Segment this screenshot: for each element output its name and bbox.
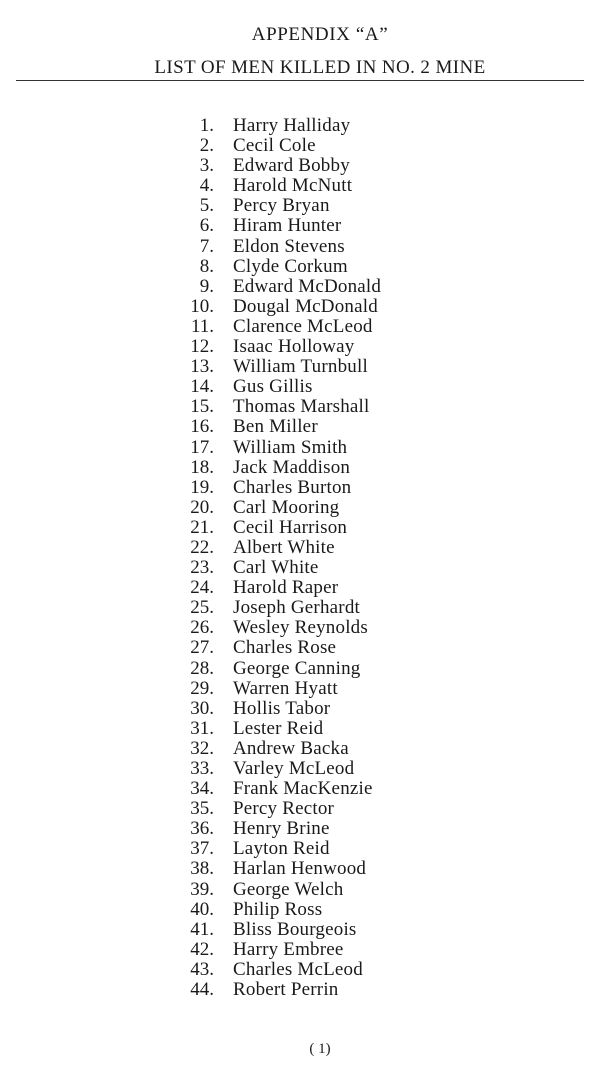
entry-name: Carl Mooring (233, 496, 340, 518)
entry-name: Harlan Henwood (233, 858, 367, 880)
entry-name: Charles McLeod (233, 958, 363, 980)
entry-number: 40. (190, 898, 214, 920)
entry-name: Philip Ross (233, 898, 323, 920)
entry-name: Harold McNutt (233, 175, 353, 197)
title-underline-rule (16, 80, 584, 81)
entry-number: 1. (199, 115, 214, 136)
list-item (170, 417, 381, 437)
list-item (170, 196, 381, 216)
list-item (170, 397, 381, 417)
appendix-heading: APPENDIX “A” (251, 24, 389, 45)
entry-number: 39. (190, 878, 214, 900)
entry-number: 15. (190, 396, 214, 418)
entry-number: 4. (199, 175, 214, 197)
entry-name: Wesley Reynolds (233, 617, 368, 639)
entry-number: 12. (190, 336, 214, 358)
list-item (170, 377, 381, 397)
entry-number: 26. (190, 617, 214, 639)
list-item (170, 859, 381, 879)
list-title: LIST OF MEN KILLED IN NO. 2 MINE (154, 57, 486, 78)
entry-number: 21. (190, 516, 214, 538)
list-item (170, 799, 381, 819)
list-item (170, 478, 381, 498)
list-item (170, 116, 381, 136)
entry-number: 30. (190, 697, 214, 719)
list-item (170, 719, 381, 739)
entry-number: 44. (190, 979, 214, 1001)
entry-number: 10. (190, 295, 214, 317)
page-number: ( 1) (309, 1041, 331, 1057)
entry-name: Hollis Tabor (233, 697, 331, 719)
entry-name: Harry Embree (233, 938, 344, 960)
entry-number: 25. (190, 597, 214, 619)
list-item (170, 317, 381, 337)
list-item (170, 136, 381, 156)
entry-name: Bliss Bourgeois (233, 918, 357, 940)
entry-number: 32. (190, 737, 214, 759)
entry-number: 7. (199, 235, 214, 257)
list-item (170, 618, 381, 638)
list-item (170, 699, 381, 719)
list-item (170, 237, 381, 257)
entry-name: Harry Halliday (233, 115, 351, 136)
list-item (170, 538, 381, 558)
list-item (170, 156, 381, 176)
entry-number: 29. (190, 677, 214, 699)
entry-name: William Smith (233, 436, 348, 458)
entry-number: 33. (190, 758, 214, 779)
entry-name: Dougal McDonald (233, 295, 378, 317)
entry-number: 41. (190, 918, 214, 940)
entry-name: Charles Burton (233, 476, 352, 498)
entry-name: Jack Maddison (233, 456, 351, 478)
entry-name: Henry Brine (233, 818, 330, 840)
entry-name: Edward McDonald (233, 275, 382, 297)
entry-name: Layton Reid (233, 838, 330, 860)
entry-number: 14. (190, 376, 214, 398)
entry-number: 9. (199, 275, 214, 297)
entry-name: George Canning (233, 657, 361, 679)
list-item (170, 337, 381, 357)
list-item (170, 458, 381, 478)
list-item (170, 679, 381, 699)
list-item (170, 297, 381, 317)
entry-number: 42. (190, 938, 214, 960)
names-list (170, 116, 381, 1000)
list-item (170, 558, 381, 578)
entry-name: Hiram Hunter (233, 215, 342, 237)
entry-name: Warren Hyatt (233, 677, 338, 699)
entry-number: 24. (190, 577, 214, 599)
list-item (170, 839, 381, 859)
entry-number: 13. (190, 356, 214, 378)
list-item (170, 257, 381, 277)
entry-number: 34. (190, 778, 214, 800)
list-item (170, 438, 381, 458)
entry-number: 3. (199, 155, 214, 177)
list-item (170, 659, 381, 679)
entry-name: Varley McLeod (233, 758, 355, 779)
list-item (170, 900, 381, 920)
entry-number: 5. (199, 195, 214, 217)
entry-number: 2. (199, 135, 214, 157)
entry-number: 6. (199, 215, 214, 237)
list-item (170, 960, 381, 980)
entry-name: Frank MacKenzie (233, 778, 373, 800)
entry-name: Carl White (233, 557, 319, 579)
entry-number: 38. (190, 858, 214, 880)
entry-name: Albert White (233, 536, 335, 558)
entry-name: Thomas Marshall (233, 396, 370, 418)
list-item (170, 638, 381, 658)
list-item (170, 980, 381, 1000)
list-item (170, 498, 381, 518)
entry-name: Clarence McLeod (233, 315, 373, 337)
entry-number: 11. (190, 315, 214, 337)
entry-name: Robert Perrin (233, 979, 339, 1001)
entry-number: 18. (190, 456, 214, 478)
list-item (170, 739, 381, 759)
entry-name: Andrew Backa (233, 737, 349, 759)
entry-name: Eldon Stevens (233, 235, 345, 257)
list-item (170, 920, 381, 940)
entry-number: 31. (190, 717, 214, 739)
entry-number: 19. (190, 476, 214, 498)
entry-name: Ben Miller (233, 416, 318, 438)
entry-number: 22. (190, 536, 214, 558)
entry-number: 8. (199, 255, 214, 277)
list-item (170, 176, 381, 196)
entry-name: Clyde Corkum (233, 255, 348, 277)
list-item (170, 518, 381, 538)
entry-number: 23. (190, 557, 214, 579)
entry-number: 28. (190, 657, 214, 679)
list-item (170, 277, 381, 297)
list-item (170, 598, 381, 618)
entry-number: 16. (190, 416, 214, 438)
entry-number: 17. (190, 436, 214, 458)
list-item (170, 357, 381, 377)
entry-name: Joseph Gerhardt (233, 597, 360, 619)
entry-name: Harold Raper (233, 577, 339, 599)
entry-name: Gus Gillis (233, 376, 313, 398)
entry-name: Edward Bobby (233, 155, 350, 177)
list-item (170, 779, 381, 799)
entry-number: 37. (190, 838, 214, 860)
entry-name: Isaac Holloway (233, 336, 355, 358)
entry-number: 27. (190, 637, 214, 659)
entry-name: Percy Bryan (233, 195, 330, 217)
list-item (170, 216, 381, 236)
list-item (170, 759, 381, 779)
list-item (170, 880, 381, 900)
list-item (170, 819, 381, 839)
entry-name: William Turnbull (233, 356, 368, 378)
entry-name: George Welch (233, 878, 344, 900)
entry-number: 35. (190, 798, 214, 820)
entry-number: 20. (190, 496, 214, 518)
entry-number: 43. (190, 958, 214, 980)
entry-name: Lester Reid (233, 717, 324, 739)
entry-name: Cecil Cole (233, 135, 316, 157)
entry-name: Percy Rector (233, 798, 335, 820)
list-item (170, 578, 381, 598)
entry-name: Cecil Harrison (233, 516, 348, 538)
entry-number: 36. (190, 818, 214, 840)
entry-name: Charles Rose (233, 637, 337, 659)
list-item (170, 940, 381, 960)
